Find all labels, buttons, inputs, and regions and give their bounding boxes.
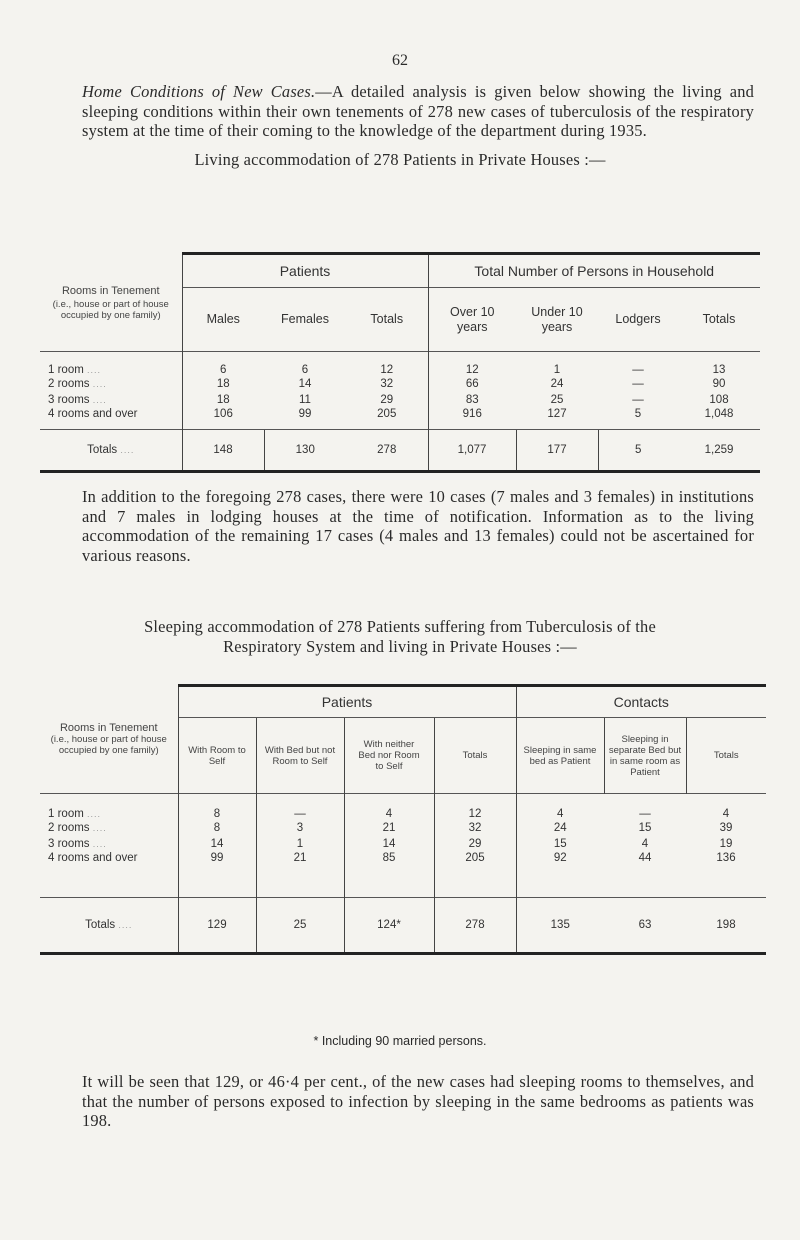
col-header: Under 10 years [516,288,598,352]
table-cell: 4 [516,794,604,820]
col-header: Lodgers [598,288,678,352]
table-cell: 39 [719,821,733,834]
footnote: * Including 90 married persons. [313,1034,487,1048]
col-header: Over 10 years [428,288,516,352]
totals-cell: 148 [182,430,264,472]
table-cell: 5 [634,407,642,420]
totals-cell: 63 [604,898,686,954]
persons-group-header: Total Number of Persons in Household [428,254,760,288]
page-number: 62 [392,52,408,69]
col-header: Totals [678,288,760,352]
table-cell: — [604,794,686,820]
rooms-subheader: (i.e., house or part of house occupied by one family) [52,298,169,321]
table-cell: 29 [380,393,394,406]
row-label: 1 room .... [40,794,178,820]
totals-cell: 129 [178,898,256,954]
row-label: 1 room .... [40,352,182,376]
table-cell: 12 [346,352,428,376]
totals-cell: 1,077 [428,430,516,472]
totals-cell: 135 [516,898,604,954]
table-cell: 19 [719,837,733,850]
col-header: Males [182,288,264,352]
rooms-header-cell [40,686,178,794]
row-label: 3 rooms .... [48,837,107,850]
contacts-group-header: Contacts [516,686,766,718]
table-cell: 6 [182,352,264,376]
row-label: 2 rooms .... [48,377,107,390]
table-cell: 32 [380,377,394,390]
table1-title: Living accommodation of 278 Patients in Private Houses :— [194,150,606,169]
totals-label: Totals .... [40,898,178,954]
table-cell: 92 [516,852,604,898]
totals-cell: 25 [256,898,344,954]
table-cell: 8 [178,820,256,836]
table-cell: — [256,794,344,820]
totals-cell: 1,259 [678,430,760,472]
table-cell: 99 [178,852,256,898]
table-cell: 44 [638,851,652,864]
table2-title-line2: Respiratory System and living in Private Houses :— [223,637,577,656]
table-cell: 127 [547,407,567,420]
rooms-header: Rooms in Tenement [61,284,160,297]
totals-cell: 278 [346,430,428,472]
sleeping-accommodation-table [40,684,766,955]
totals-cell: 177 [516,430,598,472]
table-cell: 4 [344,794,434,820]
table2-title-line1: Sleeping accommodation of 278 Patients suffering from Tuberculosis of the [144,617,656,636]
table-cell: 13 [678,352,760,376]
patients-group-header: Patients [182,254,428,288]
table-cell: 12 [434,794,516,820]
table-cell: 15 [516,836,604,852]
table-cell: 916 [428,408,516,430]
totals-cell: 124* [344,898,434,954]
table-cell: 18 [182,392,264,408]
row-label: 4 rooms and over [48,851,138,864]
rooms-header-cell [40,254,182,352]
col-header: Sleeping in same bed as Patient [516,718,604,794]
table-cell: 21 [344,820,434,836]
table-cell: 32 [434,820,516,836]
institutions-paragraph: In addition to the foregoing 278 cases, there were 10 cases (7 males and 3 females) in institutions and 7 males in lodging houses at the time of notification. Information as to the living accommodation of the remaining 17 cases (4 males and 13 females) could not be ascertained for various reasons. [82,487,754,565]
row-label: 2 rooms .... [48,821,107,834]
table-cell: 205 [377,407,397,420]
table-cell: 83 [428,392,516,408]
row-label: 3 rooms .... [48,393,107,406]
intro-text: —A detailed analysis is given below showing the living and sleeping conditions within their own tenements of 278 new cases of tuberculosis of the respiratory system at the time of their coming to the knowledge of the department during 1935. [82,82,755,140]
intro-paragraph [82,82,754,141]
table-cell: — [632,393,644,406]
col-header: Totals [346,288,428,352]
table-cell: 4 [686,794,766,820]
table-cell: 24 [550,377,564,390]
conclusion-paragraph: It will be seen that 129, or 46·4 per cent., of the new cases had sleeping rooms to themselves, and that the number of persons exposed to infection by sleeping in the same bedrooms as patients was 198. [82,1072,754,1130]
table-cell: — [598,352,678,376]
rooms-subheader: (i.e., house or part of house occupied by one family) [50,734,167,757]
table-cell: 99 [298,407,312,420]
table-cell: 66 [428,376,516,392]
table-cell: 205 [434,852,516,898]
col-header: Totals [434,718,516,794]
totals-cell: 130 [264,430,346,472]
table-cell: 1,048 [704,407,734,420]
table-cell: 21 [256,852,344,898]
table-cell: 25 [550,393,564,406]
table-cell: 8 [178,794,256,820]
totals-label: Totals .... [40,430,182,472]
table-cell: 14 [344,836,434,852]
table-cell: 18 [182,376,264,392]
rooms-header: Rooms in Tenement [59,722,158,735]
totals-cell: 5 [598,430,678,472]
table-cell: 6 [264,352,346,376]
table-cell: 29 [434,836,516,852]
row-label: 4 rooms and over [48,407,138,420]
patients-group-header: Patients [178,686,516,718]
living-accommodation-table [40,252,760,473]
col-header: Females [264,288,346,352]
col-header: Totals [686,718,766,794]
intro-lead: Home Conditions of New Cases. [82,82,316,101]
col-header: With neither Bed nor Room to Self [344,718,434,794]
table-cell: 1 [516,352,598,376]
col-header: With Bed but not Room to Self [256,718,344,794]
totals-cell: 278 [434,898,516,954]
table2-title [0,617,800,657]
table-cell: 4 [641,837,649,850]
col-header: Sleeping in separate Bed but in same room as Patient [604,718,686,794]
table-cell: 136 [716,851,736,864]
table-cell: 90 [712,377,726,390]
table-cell: 14 [178,836,256,852]
table-cell: 24 [516,820,604,836]
table-cell: 1 [256,836,344,852]
totals-cell: 198 [686,898,766,954]
table-cell: — [632,377,644,390]
table-cell: 12 [428,352,516,376]
table-cell: 85 [344,852,434,898]
table-cell: 106 [182,408,264,430]
table-cell: 11 [299,393,311,406]
table-cell: 3 [256,820,344,836]
table-cell: 14 [298,377,312,390]
col-header: With Room to Self [178,718,256,794]
table-cell: 108 [709,393,729,406]
table-cell: 15 [638,821,652,834]
